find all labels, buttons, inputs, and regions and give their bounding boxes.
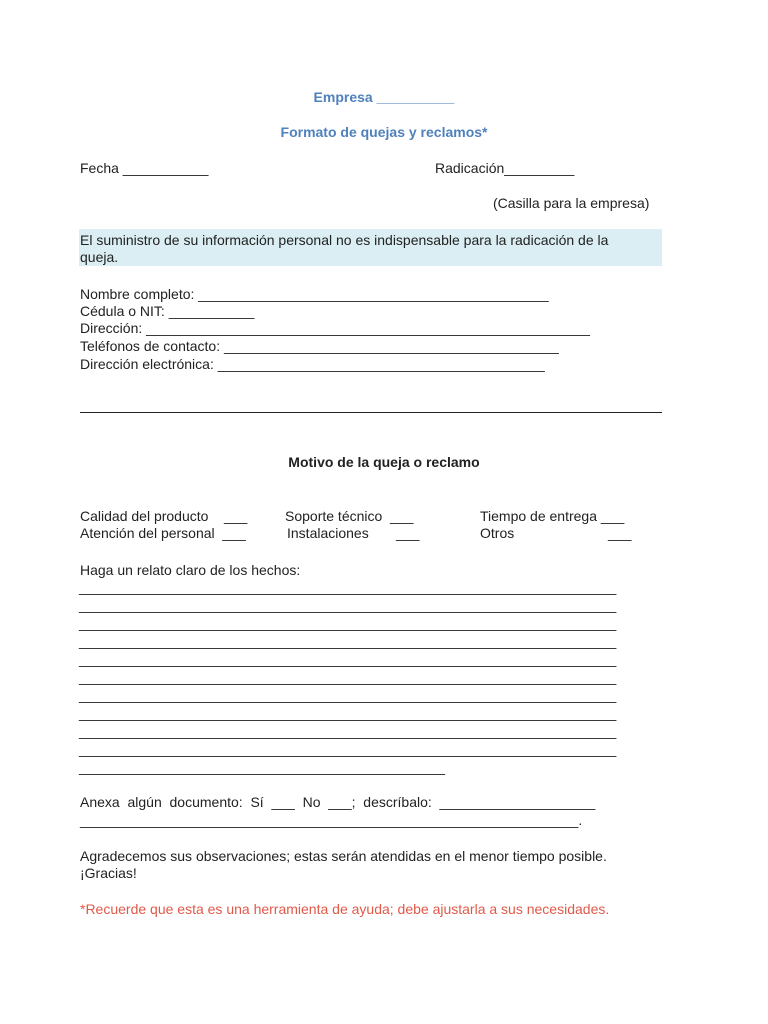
relato-label: Haga un relato claro de los hechos: <box>80 562 301 578</box>
direccion-field: Dirección: _________________________________________________________ <box>80 320 590 336</box>
closing-line-2: ¡Gracias! <box>80 865 137 881</box>
relato-line: _____________________________________________________________________ <box>79 741 617 757</box>
relato-line: _____________________________________________________________________ <box>79 615 617 631</box>
cedula-field: Cédula o NIT: ___________ <box>80 303 255 319</box>
option-soporte: Soporte técnico ___ <box>285 508 414 524</box>
closing-line-1: Agradecemos sus observaciones; estas serán atendidas en el menor tiempo posible. <box>80 848 607 864</box>
relato-line: _____________________________________________________________________ <box>79 687 617 703</box>
relato-line: _____________________________________________________________________ <box>79 669 617 685</box>
relato-line: _____________________________________________________________________ <box>79 651 617 667</box>
option-otros: Otros <box>480 525 515 541</box>
anexo-line-2: ________________________________________________________________. <box>80 812 583 828</box>
casilla-note: (Casilla para la empresa) <box>493 195 650 211</box>
option-instalaciones-blank: ___ <box>396 525 420 541</box>
nombre-field: Nombre completo: _____________________________________________ <box>80 286 549 302</box>
privacy-notice-line-2: queja. <box>80 249 119 265</box>
correo-field: Dirección electrónica: __________________________________________ <box>80 356 545 372</box>
form-title: Formato de quejas y reclamos* <box>280 124 488 140</box>
option-atencion: Atención del personal ___ <box>80 525 246 541</box>
section-divider <box>80 412 662 413</box>
option-tiempo: Tiempo de entrega ___ <box>480 508 625 524</box>
relato-line: _____________________________________________________________________ <box>79 633 617 649</box>
fecha-field: Fecha ___________ <box>80 160 209 176</box>
privacy-notice <box>79 229 662 266</box>
relato-line: _____________________________________________________________________ <box>79 579 617 595</box>
radicacion-field: Radicación_________ <box>435 160 575 176</box>
option-otros-blank: ___ <box>608 525 632 541</box>
motivo-title: Motivo de la queja o reclamo <box>288 454 480 470</box>
relato-line: _____________________________________________________________________ <box>79 705 617 721</box>
relato-line: _______________________________________________ <box>79 759 445 775</box>
privacy-notice-line-1: El suministro de su información personal no es indispensable para la radicación de la <box>80 232 609 248</box>
relato-line: _____________________________________________________________________ <box>79 597 617 613</box>
footnote: *Recuerde que esta es una herramienta de ayuda; debe ajustarla a sus necesidades. <box>80 901 610 917</box>
anexo-line-1: Anexa algún documento: Sí ___ No ___; descríbalo: ____________________ <box>80 794 596 810</box>
company-line: Empresa __________ <box>313 89 455 105</box>
telefonos-field: Teléfonos de contacto: ___________________________________________ <box>80 338 559 354</box>
option-calidad: Calidad del producto ___ <box>80 508 248 524</box>
relato-line: _____________________________________________________________________ <box>79 723 617 739</box>
option-instalaciones: Instalaciones <box>287 525 369 541</box>
